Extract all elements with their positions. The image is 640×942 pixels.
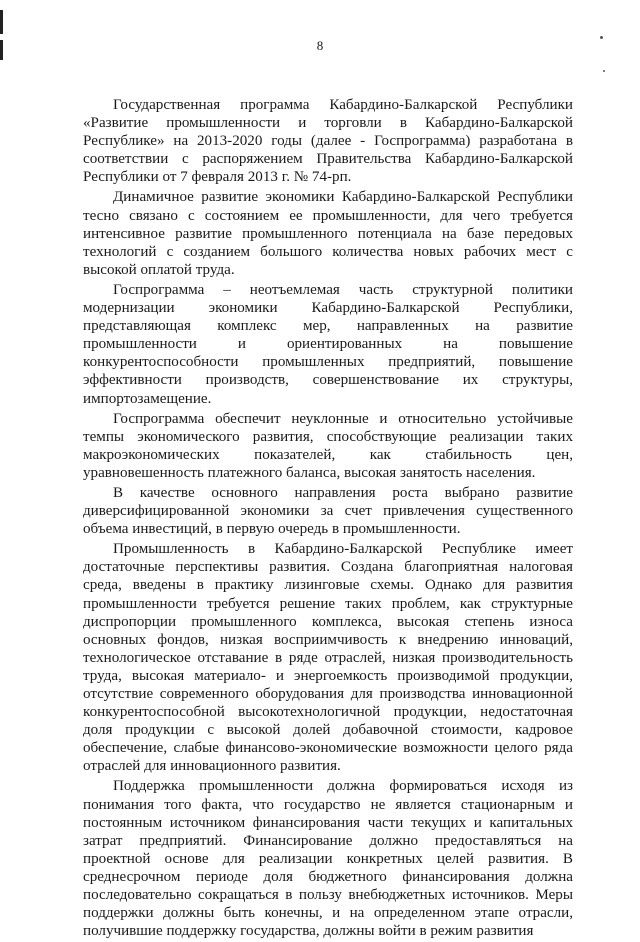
paragraph-industry-support: Поддержка промышленности должна формироваться исходя из понимания того факта, что государство не является стационарным и постоянным источником финансирования части текущих и капитальных затрат предприятий. Финансирование должно предоставляться на проектной основе для реализации конкретных целей развития. В среднесрочном периоде доля бюджетного финансирования должна последовательно сокращаться в пользу внебюджетных источников. Меры поддержки должны быть конечны, и на определенном этапе отрасли, получившие поддержку государства, должны войти в режим развития: [83, 778, 573, 940]
scan-speck: [603, 70, 605, 72]
paragraph-economic-development: Динамичное развитие экономики Кабардино-Балкарской Республики тесно связано с состоянием ее промышленности, для чего требуется интенсивное развитие промышленного потенциала на базе передовых технологий с созданием большого количества новых рабочих мест с высокой оплатой труда.: [83, 189, 573, 278]
scan-edge-mark: [0, 10, 3, 34]
paragraph-main-direction: В качестве основного направления роста выбрано развитие диверсифицированной экономики за счет привлечения существенного объема инвестиций, в первую очередь в промышленности.: [83, 484, 573, 538]
paragraph-growth-rates: Госпрограмма обеспечит неуклонные и относительно устойчивые темпы экономического развития, способствующие реализации таких макроэкономических показателей, как стабильность цен, уравновешенность платежного баланса, высокая занятость населения.: [83, 410, 573, 481]
paragraph-program-intro: Государственная программа Кабардино-Балкарской Республики «Развитие промышленности и торговли в Кабардино-Балкарской Республике» на 2013-2020 годы (далее - Госпрограмма) разработана в соответствии с распоряжением Правительства Кабардино-Балкарской Республики от 7 февраля 2013 г. № 74-рп.: [83, 97, 573, 186]
paragraph-industry-prospects: Промышленность в Кабардино-Балкарской Республике имеет достаточные перспективы развития. Создана благоприятная налоговая среда, введены в практику лизинговые схемы. Однако для развития промышленности требуется решение таких проблем, как структурные диспропорции промышленного комплекса, высокая степень износа основных фондов, низкая восприимчивость к внедрению инноваций, технологическое отставание в ряде отраслей, низкая производительность труда, высокая материало- и энергоемкость производимой продукции, отсутствие современного оборудования для производства инновационной конкурентоспособной высокотехнологичной продукции, недостаточная доля продукции с высокой долей добавочной стоимости, кадровое обеспечение, слабые финансово-экономические возможности целого ряда отраслей для инновационного развития.: [83, 541, 573, 775]
page-number: 8: [316, 38, 324, 53]
document-body: [83, 96, 573, 942]
paragraph-structural-policy: Госпрограмма – неотъемлемая часть структурной политики модернизации экономики Кабардино-Балкарской Республики, представляющая комплекс мер, направленных на развитие промышленности и ориентированных на повышение конкурентоспособности промышленных предприятий, повышение эффективности производств, совершенствование их структуры, импортозамещение.: [83, 281, 573, 407]
